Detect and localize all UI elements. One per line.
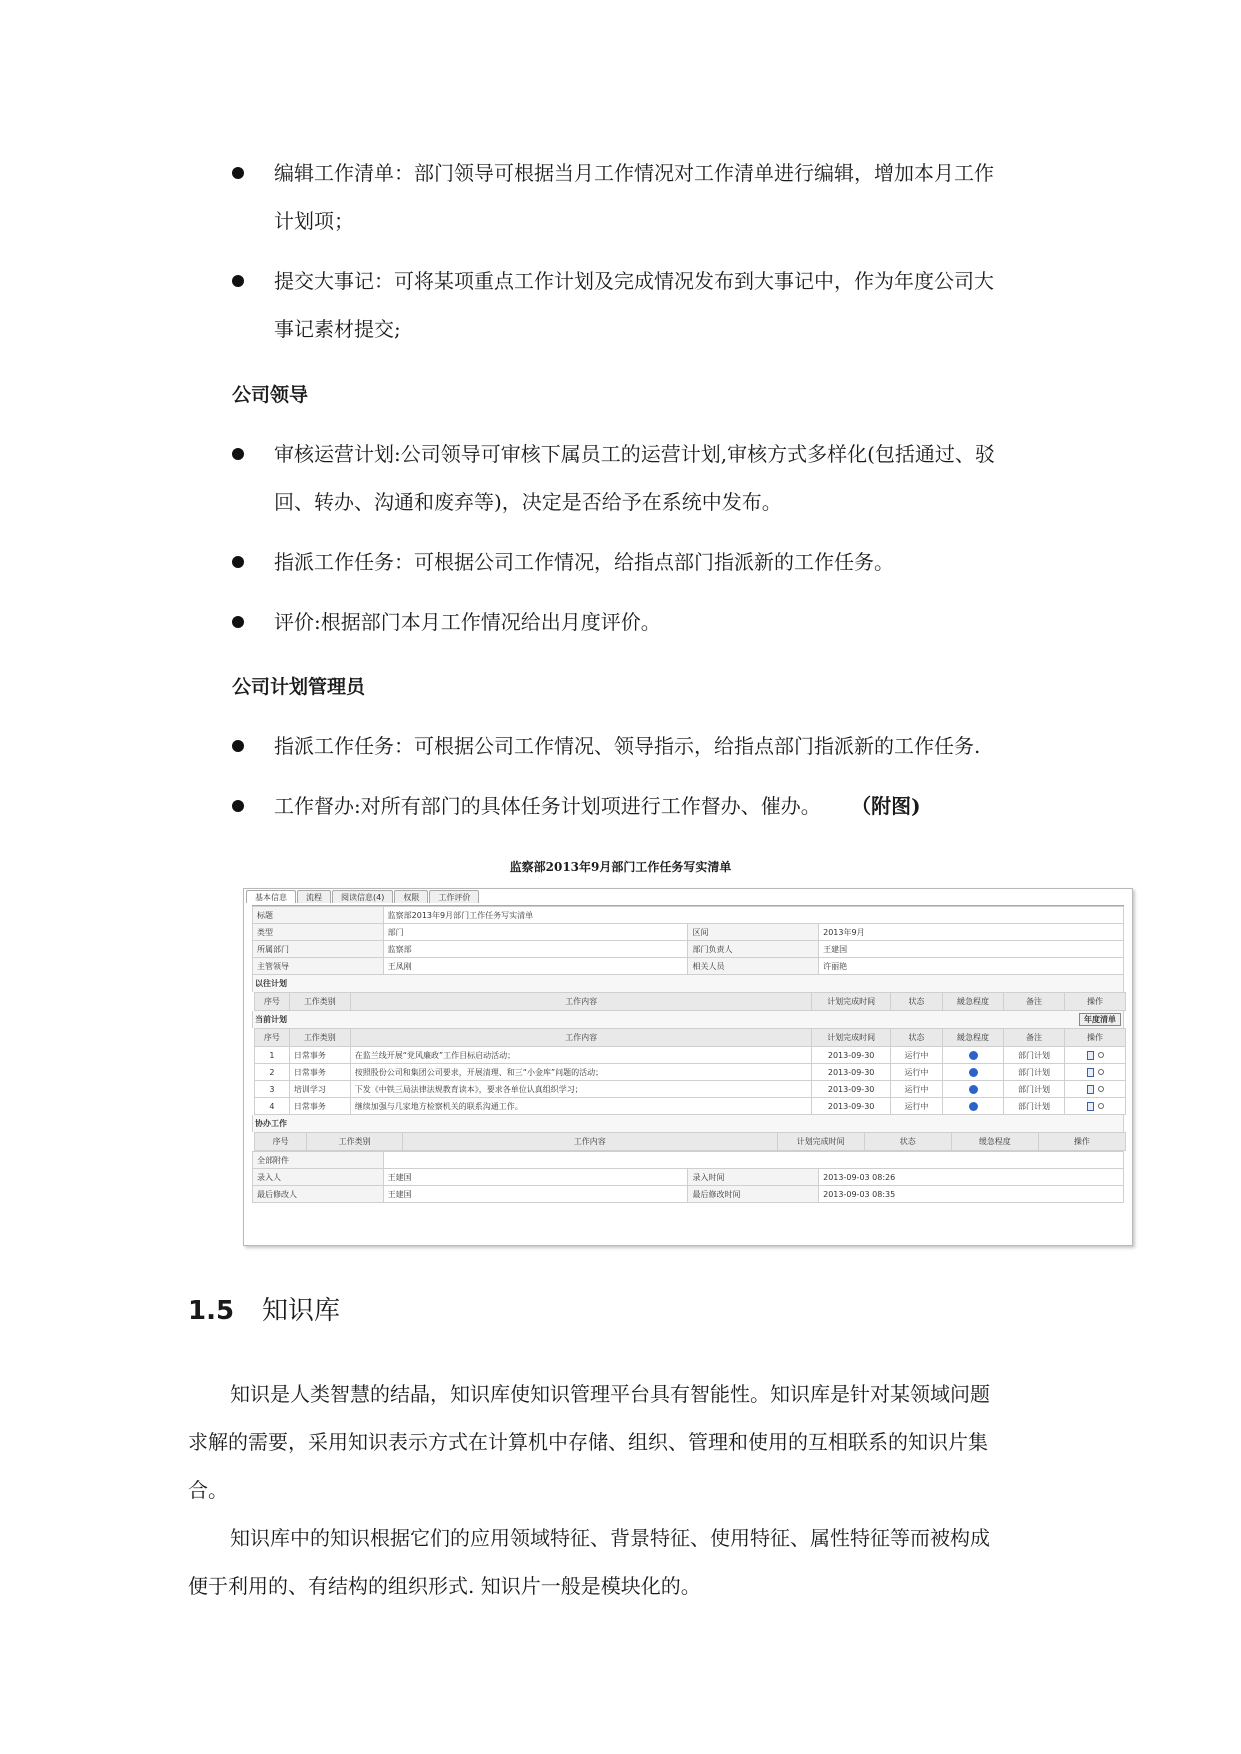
column-header: 工作类别 [307, 1133, 403, 1151]
row-content[interactable]: 继续加强与几家地方检察机关的联系沟通工作。 [350, 1098, 812, 1115]
past-plan-table [254, 992, 1126, 1011]
row-due: 2013-09-30 [812, 1081, 890, 1098]
bullet-text: 指派工作任务：可根据公司工作情况，给指点部门指派新的工作任务。 [274, 550, 894, 574]
bullet-item [232, 538, 1042, 586]
bullet-list-admin [232, 722, 1042, 830]
year-list-button[interactable]: 年度清单 [1079, 1013, 1121, 1026]
bullet-icon [232, 167, 244, 179]
field-value: 许丽艳 [819, 958, 1124, 975]
section-head-assist: 协办工作 [252, 1115, 1124, 1132]
row-category: 日常事务 [289, 1064, 350, 1081]
column-header: 工作类别 [289, 993, 350, 1011]
field-label: 录入人 [253, 1169, 384, 1186]
row-category: 日常事务 [289, 1047, 350, 1064]
table-row [255, 1047, 1126, 1064]
row-number: 2 [255, 1064, 290, 1081]
row-number: 4 [255, 1098, 290, 1115]
bullet-list-leader [232, 430, 1042, 646]
row-status: 运行中 [890, 1064, 942, 1081]
bullet-continuation: 事记素材提交; [274, 317, 401, 341]
bullet-text: 评价:根据部门本月工作情况给出月度评价。 [274, 610, 661, 634]
field-label: 区间 [688, 924, 819, 941]
row-note: 部门计划 [1004, 1098, 1065, 1115]
field-value: 2013-09-03 08:26 [819, 1169, 1124, 1186]
tab-permission[interactable]: 权限 [394, 890, 428, 903]
column-header: 工作内容 [350, 993, 812, 1011]
paragraph-1 [188, 1370, 1048, 1514]
bullet-icon [232, 740, 244, 752]
row-category: 培训学习 [289, 1081, 350, 1098]
field-value: 王建国 [383, 1169, 688, 1186]
bullet-list-top [232, 149, 1042, 353]
footer-table [252, 1151, 1124, 1203]
column-header: 状态 [890, 1029, 942, 1047]
column-header: 备注 [1004, 993, 1065, 1011]
bullet-icon [232, 616, 244, 628]
bullet-item [232, 257, 1042, 305]
row-note: 部门计划 [1004, 1047, 1065, 1064]
figure-title: 监察部2013年9月部门工作任务写实清单 [509, 860, 732, 874]
section-head-label: 当前计划 [255, 1015, 287, 1024]
field-label: 所属部门 [253, 941, 384, 958]
priority-dot-icon [969, 1051, 978, 1060]
document-icon[interactable] [1087, 1068, 1094, 1077]
column-header: 序号 [255, 993, 290, 1011]
panel-body [252, 905, 1124, 1203]
row-actions [1065, 1064, 1126, 1081]
bullet-item [232, 149, 1042, 197]
column-header: 缓急程度 [951, 1133, 1038, 1151]
column-header: 状态 [890, 993, 942, 1011]
table-row [255, 1064, 1126, 1081]
column-header: 计划完成时间 [812, 1029, 890, 1047]
row-priority [943, 1064, 1004, 1081]
attachment-icon[interactable] [1096, 1051, 1104, 1059]
row-status: 运行中 [890, 1047, 942, 1064]
tab-flow[interactable]: 流程 [297, 890, 331, 903]
attachments-area [383, 1152, 1123, 1169]
tab-basic-info[interactable]: 基本信息 [246, 890, 296, 903]
row-content[interactable]: 在监兰线开展“党风廉政”工作目标启动活动； [350, 1047, 812, 1064]
paragraph-line: 求解的需要，采用知识表示方式在计算机中存储、组织、管理和使用的互相联系的知识片集 [188, 1430, 988, 1454]
column-header: 緩急程度 [943, 1029, 1004, 1047]
row-status: 运行中 [890, 1081, 942, 1098]
column-header: 备注 [1004, 1029, 1065, 1047]
section-head-past-plan: 以往计划 [252, 975, 1124, 992]
bullet-continuation: 计划项； [274, 209, 354, 233]
row-actions [1065, 1081, 1126, 1098]
column-header: 操作 [1038, 1133, 1125, 1151]
priority-dot-icon [969, 1085, 978, 1094]
document-icon[interactable] [1087, 1102, 1094, 1111]
tab-bar [246, 890, 480, 904]
bullet-item [232, 782, 1042, 830]
field-label: 录入时间 [688, 1169, 819, 1186]
attachment-icon[interactable] [1096, 1102, 1104, 1110]
column-header: 状态 [864, 1133, 951, 1151]
bullet-text: 指派工作任务：可根据公司工作情况、领导指示，给指点部门指派新的工作任务. [274, 734, 981, 758]
field-label: 相关人员 [688, 958, 819, 975]
field-label: 最后修改时间 [688, 1186, 819, 1203]
column-header: 操作 [1065, 993, 1126, 1011]
column-header: 工作内容 [403, 1133, 778, 1151]
field-label: 主管领导 [253, 958, 384, 975]
paragraph-line: 知识是人类智慧的结晶，知识库使知识管理平台具有智能性。知识库是针对某领域问题 [230, 1382, 990, 1406]
field-label: 最后修改人 [253, 1186, 384, 1203]
bullet-item [232, 598, 1042, 646]
bullet-text: 提交大事记：可将某项重点工作计划及完成情况发布到大事记中，作为年度公司大 [274, 269, 994, 293]
section-heading [188, 1290, 340, 1327]
role-heading-leader: 公司领导 [232, 384, 309, 406]
bullet-text: 审核运营计划:公司领导可审核下属员工的运营计划,审核方式多样化(包括通过、驳 [274, 442, 995, 466]
row-due: 2013-09-30 [812, 1064, 890, 1081]
bullet-continuation: 回、转办、沟通和废弃等)，决定是否给予在系统中发布。 [274, 490, 782, 514]
bullet-item [232, 430, 1042, 478]
field-label: 类型 [253, 924, 384, 941]
column-header: 緩急程度 [943, 993, 1004, 1011]
row-priority [943, 1081, 1004, 1098]
table-row [255, 1081, 1126, 1098]
column-header: 序号 [255, 1029, 290, 1047]
bullet-text: 工作督办:对所有部门的具体任务计划项进行工作督办、催办。 [274, 794, 821, 818]
row-actions [1065, 1047, 1126, 1064]
row-priority [943, 1098, 1004, 1115]
bullet-text: 编辑工作清单：部门领导可根据当月工作情况对工作清单进行编辑，增加本月工作 [274, 161, 994, 185]
bullet-icon [232, 448, 244, 460]
row-content[interactable]: 按照股份公司和集团公司要求，开展清理、和三“小金库”问题的活动； [350, 1064, 812, 1081]
tab-read-info[interactable]: 阅读信息(4) [332, 890, 393, 903]
bullet-icon [232, 275, 244, 287]
row-note: 部门计划 [1004, 1081, 1065, 1098]
row-priority [943, 1047, 1004, 1064]
section-name: 知识库 [262, 1296, 341, 1326]
field-value: 2013年9月 [819, 924, 1124, 941]
role-heading-admin: 公司计划管理员 [232, 676, 366, 698]
priority-dot-icon [969, 1102, 978, 1111]
row-due: 2013-09-30 [812, 1047, 890, 1064]
attachment-icon[interactable] [1096, 1068, 1104, 1076]
field-value: 王建国 [819, 941, 1124, 958]
section-head-current-plan [252, 1011, 1124, 1028]
row-category: 日常事务 [289, 1098, 350, 1115]
document-icon[interactable] [1087, 1051, 1094, 1060]
bullet-icon [232, 556, 244, 568]
priority-dot-icon [969, 1068, 978, 1077]
worklist-screenshot [243, 888, 1133, 1246]
bullet-icon [232, 800, 244, 812]
figure-reference: （附图) [851, 794, 921, 818]
field-label: 部门负责人 [688, 941, 819, 958]
column-header: 工作类别 [289, 1029, 350, 1047]
row-actions [1065, 1098, 1126, 1115]
tab-evaluation[interactable]: 工作评价 [429, 890, 479, 903]
paragraph-line: 知识库中的知识根据它们的应用领域特征、背景特征、使用特征、属性特征等而被构成 [230, 1526, 990, 1550]
field-value: 监察部2013年9月部门工作任务写实清单 [383, 907, 1123, 924]
field-value: 王凤刚 [383, 958, 688, 975]
column-header: 计划完成时间 [777, 1133, 864, 1151]
paragraph-2 [188, 1514, 1048, 1610]
row-number: 1 [255, 1047, 290, 1064]
column-header: 操作 [1065, 1029, 1126, 1047]
paragraph-line: 便于利用的、有结构的组织形式. 知识片一般是模块化的。 [188, 1574, 701, 1598]
field-value: 王建国 [383, 1186, 688, 1203]
row-due: 2013-09-30 [812, 1098, 890, 1115]
row-number: 3 [255, 1081, 290, 1098]
attachment-icon[interactable] [1096, 1085, 1104, 1093]
row-note: 部门计划 [1004, 1064, 1065, 1081]
field-label: 全部附件 [253, 1152, 384, 1169]
column-header: 序号 [255, 1133, 307, 1151]
field-value: 部门 [383, 924, 688, 941]
current-plan-table [254, 1028, 1126, 1115]
paragraph-line: 合。 [188, 1478, 228, 1502]
field-label: 标题 [253, 907, 384, 924]
table-row [255, 1098, 1126, 1115]
document-icon[interactable] [1087, 1085, 1094, 1094]
bullet-item [232, 722, 1042, 770]
row-content[interactable]: 下发《中铁三局法律法规教育读本》，要求各单位认真组织学习； [350, 1081, 812, 1098]
section-number: 1.5 [188, 1296, 235, 1326]
field-value: 2013-09-03 08:35 [819, 1186, 1124, 1203]
field-value: 监察部 [383, 941, 688, 958]
row-status: 运行中 [890, 1098, 942, 1115]
assist-table [254, 1132, 1126, 1151]
column-header: 计划完成时间 [812, 993, 890, 1011]
info-table [252, 906, 1124, 975]
column-header: 工作内容 [350, 1029, 812, 1047]
